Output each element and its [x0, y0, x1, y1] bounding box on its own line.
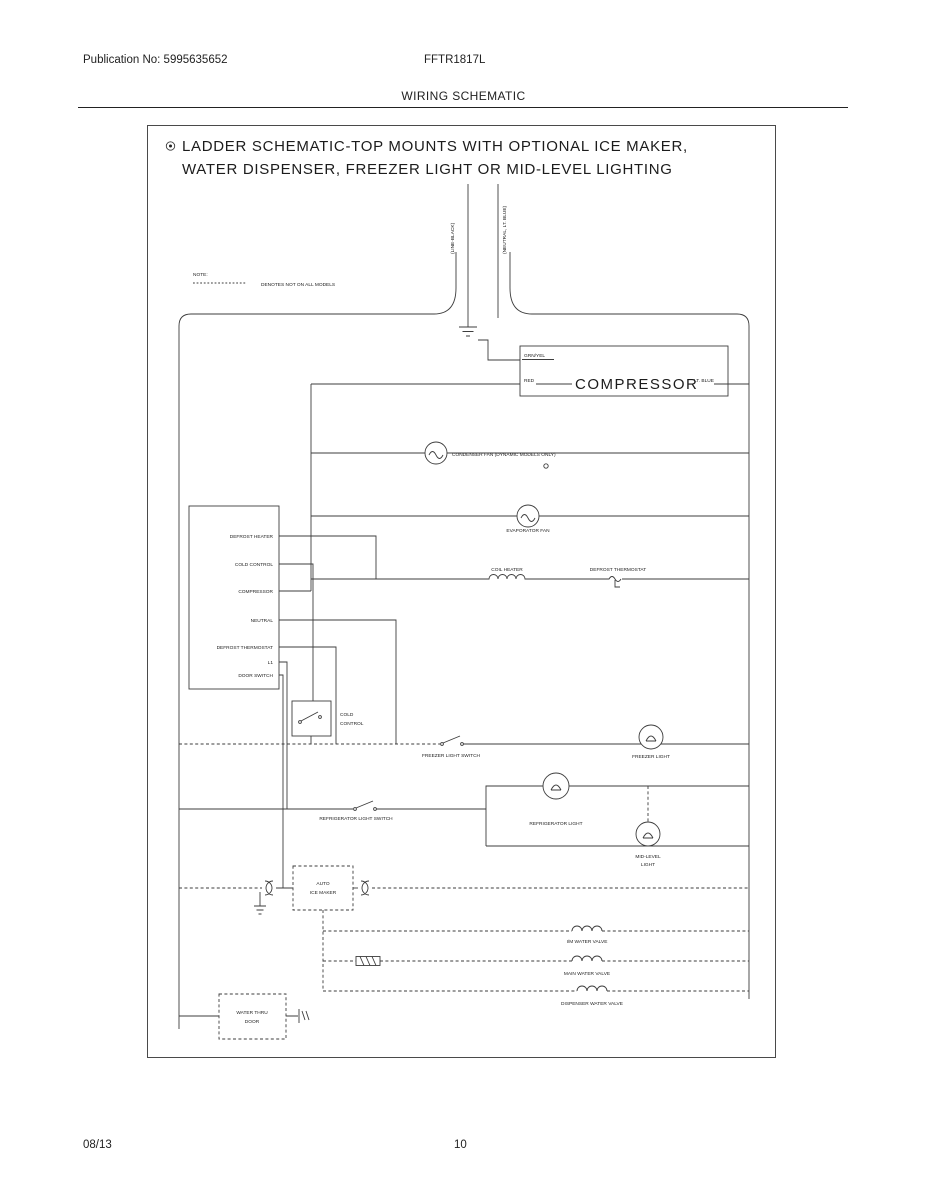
- terminal-wire-neutral: [279, 620, 396, 744]
- water-thru-door-label-line2: DOOR: [244, 1020, 260, 1025]
- refrigerator-switch-terminal: [374, 808, 377, 811]
- ice-maker-circuit: [179, 866, 749, 991]
- inline-fuse-hatch: [360, 957, 376, 966]
- schematic-title-line1: LADDER SCHEMATIC-TOP MOUNTS WITH OPTIONAL ICE MAKER,: [182, 138, 688, 155]
- cold-control-box: [292, 701, 331, 736]
- freezer-light-label: FREEZER LIGHT: [632, 755, 670, 760]
- page-title: WIRING SCHEMATIC: [401, 89, 526, 103]
- freezer-light-filament-icon: [646, 736, 656, 741]
- water-thru-door-label-line1: WATER THRU: [236, 1011, 268, 1016]
- ice-maker-ground-symbol: [254, 892, 266, 914]
- wiring-schematic: [148, 126, 777, 1059]
- refrigerator-light-circuit: [179, 773, 749, 868]
- bullet-dot-icon: [169, 145, 172, 148]
- terminal-label: DEFROST THERMOSTAT: [216, 646, 273, 651]
- grn-yel-wire: [478, 340, 520, 360]
- coil-heater-label: COIL HEATER: [491, 568, 523, 573]
- ladder-left-rail: [179, 252, 456, 1029]
- evaporator-fan-blade-icon: [521, 515, 535, 522]
- terminal-label: NEUTRAL: [250, 619, 273, 624]
- freezer-light-circuit: [179, 725, 749, 760]
- incoming-supply: [450, 184, 508, 336]
- mid-level-light-label-line1: MID-LEVEL: [635, 855, 661, 860]
- model-number: FFTR1817L: [424, 54, 486, 66]
- footer-date: 08/13: [83, 1139, 112, 1151]
- freezer-light-switch-symbol: [443, 736, 460, 743]
- im-water-valve-label: I/M WATER VALVE: [566, 940, 608, 945]
- refrigerator-light-symbol: [543, 773, 569, 799]
- door-ground-symbol: [286, 1009, 309, 1023]
- cold-control-switch-arm: [301, 712, 318, 721]
- defrost-thermostat-symbol: [606, 577, 621, 588]
- ground-symbol: [459, 327, 477, 336]
- evaporator-fan: [311, 505, 749, 534]
- terminal-label: COLD CONTROL: [234, 563, 273, 568]
- light-housing-outline: [486, 786, 749, 846]
- cold-control-terminal: [299, 721, 302, 724]
- mid-level-light-label-line2: LIGHT: [640, 863, 656, 868]
- cold-control-terminal: [319, 716, 322, 719]
- title-divider: [78, 107, 848, 108]
- compressor-grnyel-label: GRN/YEL: [524, 354, 546, 359]
- condenser-fan-blade-icon: [429, 452, 443, 459]
- dispenser-water-valve-coil: [577, 986, 607, 991]
- condenser-fan-symbol: [425, 442, 447, 464]
- ice-maker-connector-right: [361, 881, 369, 895]
- ladder-right-rail: [510, 252, 749, 999]
- compressor-name: COMPRESSOR: [575, 376, 699, 393]
- refrigerator-light-label: REFRIGERATOR LIGHT: [529, 822, 583, 827]
- compressor: [311, 340, 749, 591]
- terminal-label: DEFROST HEATER: [229, 535, 273, 540]
- refrigerator-light-switch-symbol: [356, 801, 373, 808]
- ice-maker-connector-left: [265, 881, 273, 895]
- note-legend: [193, 272, 335, 288]
- freezer-light-switch-label: FREEZER LIGHT SWITCH: [421, 754, 481, 759]
- water-thru-door-box: [219, 994, 286, 1039]
- terminal-wire-defrost-heater: [279, 536, 376, 579]
- defrost-thermostat-label: DEFROST THERMOSTAT: [589, 568, 647, 573]
- cold-control-label-line2: CONTROL: [340, 722, 364, 727]
- terminal-wire-door-switch: [279, 675, 283, 888]
- main-water-valve-label: MAIN WATER VALVE: [563, 972, 611, 977]
- note-text: DENOTES NOT ON ALL MODELS: [261, 283, 336, 288]
- freezer-light-symbol: [639, 725, 663, 749]
- coil-heater-symbol: [484, 575, 530, 580]
- defrost-circuit: [311, 567, 749, 587]
- terminal-wire-cold-control: [279, 564, 313, 701]
- condenser-fan: [311, 442, 749, 468]
- main-water-valve-coil: [572, 956, 602, 961]
- freezer-switch-terminal: [441, 743, 444, 746]
- terminal-label: L1: [267, 661, 273, 666]
- freezer-switch-terminal: [461, 743, 464, 746]
- ice-maker-label-line1: AUTO: [316, 882, 330, 887]
- footer-page-number: 10: [454, 1139, 467, 1151]
- terminal-block-box: [189, 506, 279, 689]
- note-label: NOTE:: [193, 273, 208, 278]
- ice-maker-box: [293, 866, 353, 910]
- mid-level-light-filament-icon: [643, 833, 653, 838]
- compressor-red-label: RED: [524, 379, 535, 384]
- cold-control: [292, 701, 364, 744]
- cold-control-label-line1: COLD: [340, 713, 354, 718]
- refrigerator-light-switch-label: REFRIGERATOR LIGHT SWITCH: [319, 817, 393, 822]
- compressor-ltblue-label: LT. BLUE: [694, 379, 714, 384]
- im-water-valve-coil: [572, 926, 602, 931]
- condenser-fan-label: CONDENSER FAN (DYNAMIC MODELS ONLY): [452, 453, 556, 458]
- schematic-heading: [166, 138, 688, 178]
- schematic-title-line2: WATER DISPENSER, FREEZER LIGHT OR MID-LEVEL LIGHTING: [182, 161, 673, 178]
- schematic-frame: [147, 125, 776, 1058]
- evaporator-fan-label: EVAPORATOR FAN: [506, 529, 550, 534]
- terminal-block: [189, 506, 396, 888]
- publication-number: Publication No: 5995635652: [83, 54, 228, 66]
- terminal-label: DOOR SWITCH: [238, 674, 273, 679]
- ice-maker-label-line2: ICE MAKER: [309, 891, 337, 896]
- evaporator-fan-symbol: [517, 505, 539, 527]
- refrigerator-light-filament-icon: [551, 785, 561, 790]
- refrigerator-switch-terminal: [354, 808, 357, 811]
- dispenser-water-valve-label: DISPENSER WATER VALVE: [561, 1002, 623, 1007]
- terminal-label: COMPRESSOR: [238, 590, 273, 595]
- terminal-wire-defrost-thermostat: [279, 647, 336, 744]
- junction-dot: [544, 464, 548, 468]
- neutral-wire-label: (NEUTRAL, LT. BLUE): [503, 205, 508, 254]
- line-wire-label: (LINE-BLACK): [451, 222, 456, 254]
- water-thru-door-circuit: [179, 994, 309, 1039]
- water-valve-circuits: [323, 926, 749, 1007]
- mid-level-light-symbol: [636, 822, 660, 846]
